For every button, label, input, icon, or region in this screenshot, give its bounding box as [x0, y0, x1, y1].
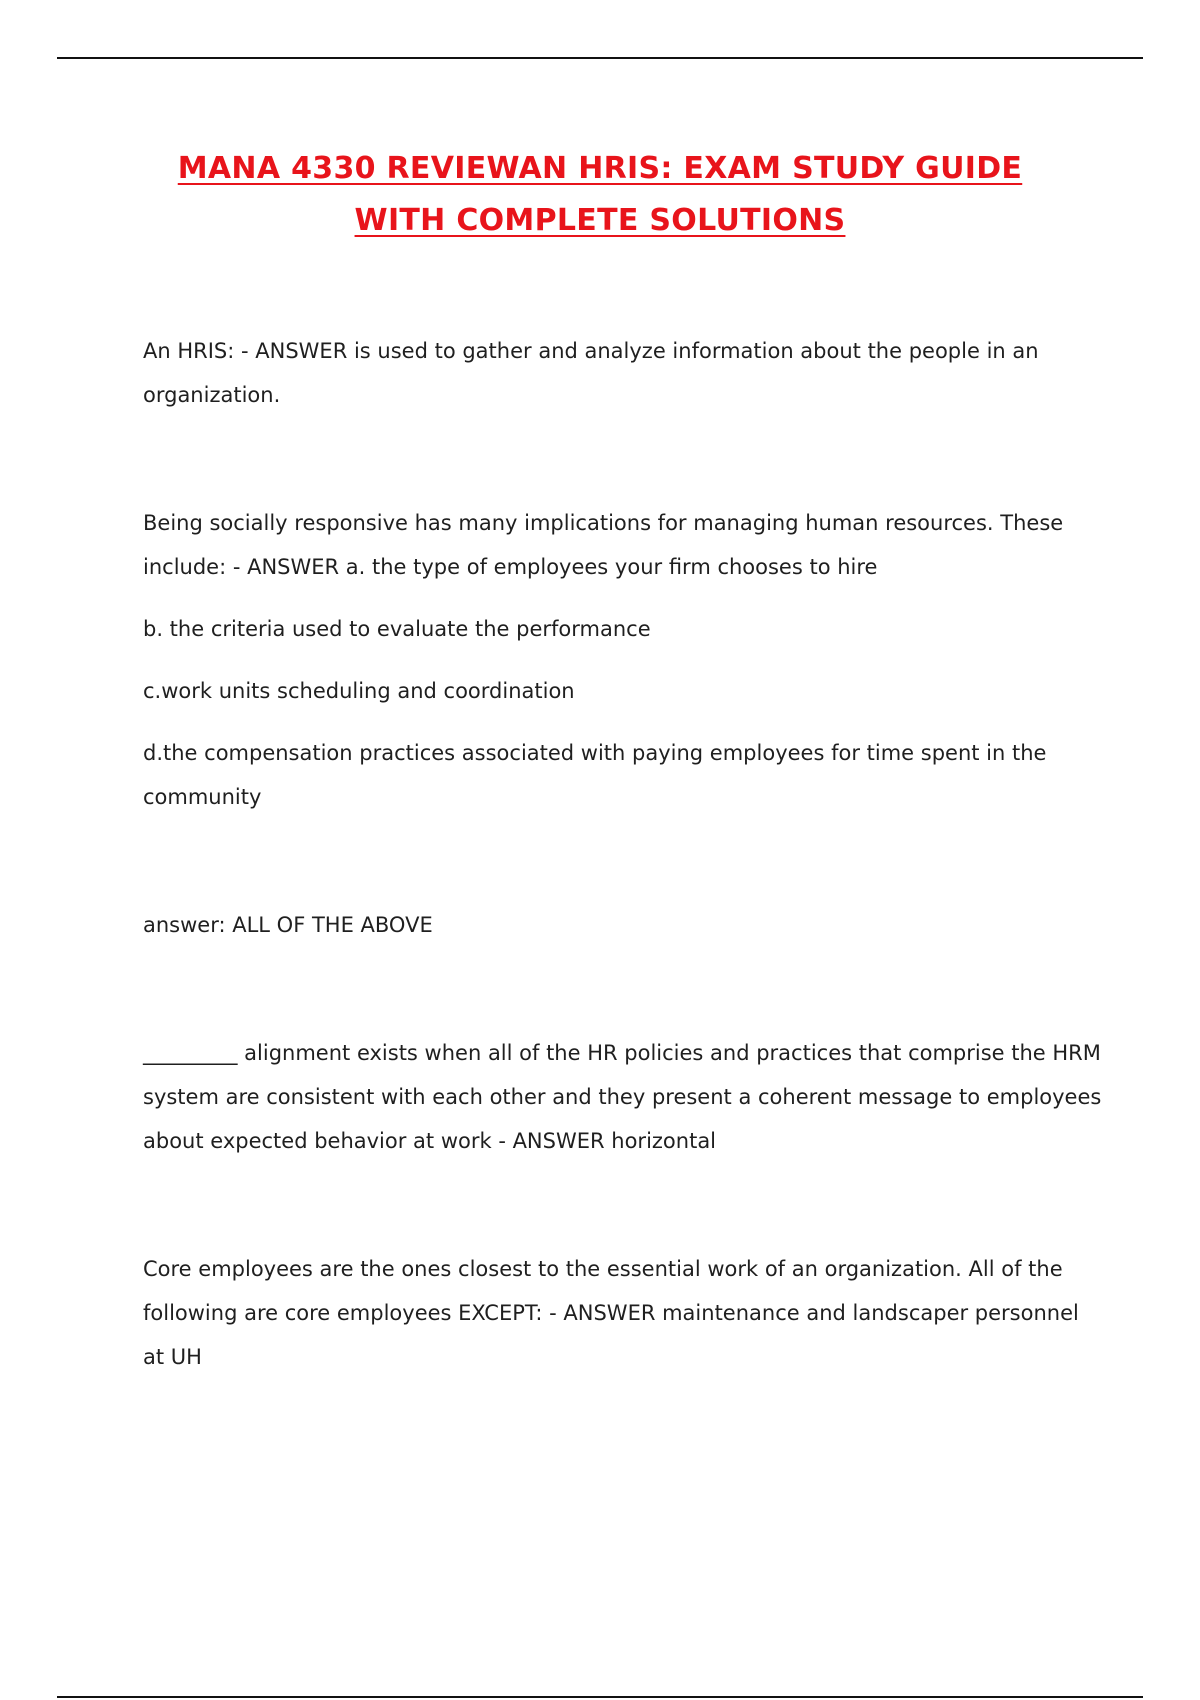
title-line-2: WITH COMPLETE SOLUTIONS: [354, 203, 846, 238]
title-line-1: MANA 4330 REVIEWAN HRIS: EXAM STUDY GUIDE: [177, 151, 1023, 186]
document-body: [143, 329, 1103, 1379]
top-rule: [57, 57, 1143, 59]
answer-all-above: answer: ALL OF THE ABOVE: [143, 913, 433, 937]
bottom-rule: [57, 1696, 1143, 1698]
option-c: c.work units scheduling and coordination: [143, 679, 575, 703]
document-title: [120, 143, 1080, 247]
question-hris: An HRIS: - ANSWER is used to gather and analyze information about the people in an organization.: [143, 339, 1039, 407]
question-horizontal-alignment: _________ alignment exists when all of the HR policies and practices that comprise the HRM system are consistent with each other and they present a coherent message to employees about expected behavior at work - ANSWER horizontal: [143, 1041, 1102, 1153]
option-d: d.the compensation practices associated with paying employees for time spent in the community: [143, 741, 1047, 809]
option-b: b. the criteria used to evaluate the performance: [143, 617, 651, 641]
question-core-employees: Core employees are the ones closest to the essential work of an organization. All of the following are core employees EXCEPT: - ANSWER maintenance and landscaper personnel at UH: [143, 1257, 1079, 1369]
question-social-responsiveness: Being socially responsive has many implications for managing human resources. These include: - ANSWER a. the type of employees your firm chooses to hire: [143, 511, 1064, 579]
